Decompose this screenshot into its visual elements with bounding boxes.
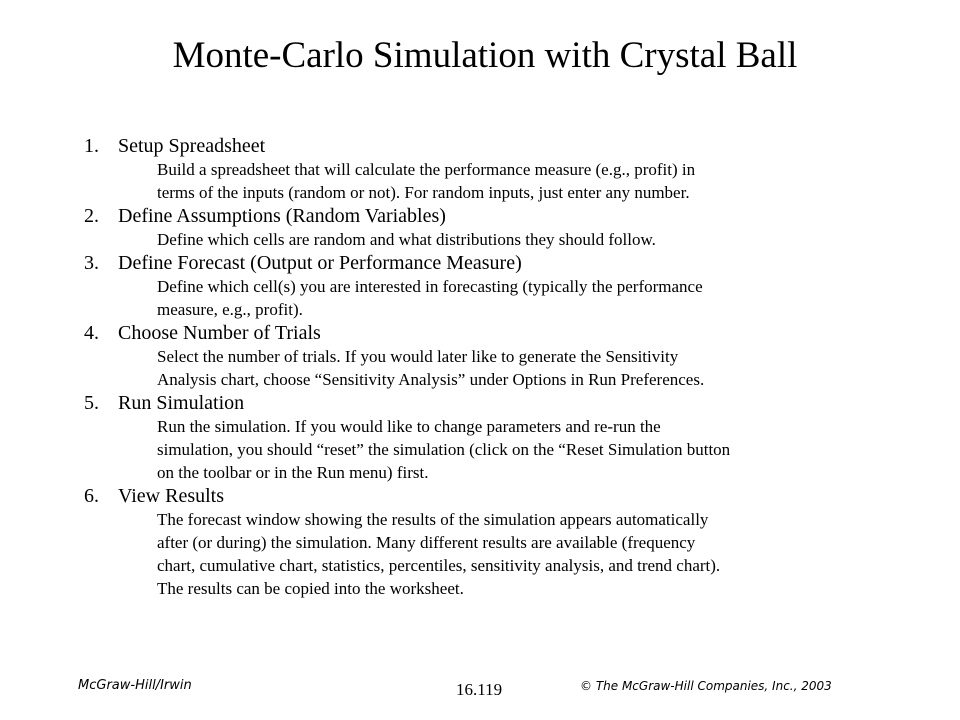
slide-title: Monte-Carlo Simulation with Crystal Ball <box>172 35 798 76</box>
step-heading <box>84 484 904 508</box>
step-item <box>84 204 904 251</box>
step-title: Choose Number of Trials <box>118 322 321 344</box>
step-item <box>84 134 904 204</box>
step-title: View Results <box>118 485 225 507</box>
step-description-line: Analysis chart, choose “Sensitivity Analysis” under Options in Run Preferences. <box>157 370 705 389</box>
step-description-line: measure, e.g., profit). <box>157 300 303 319</box>
step-description-line: Define which cell(s) you are interested in forecasting (typically the performance <box>157 277 703 296</box>
step-description-line: chart, cumulative chart, statistics, percentiles, sensitivity analysis, and trend chart). <box>157 556 721 575</box>
step-heading <box>84 251 904 275</box>
steps-list <box>84 134 904 600</box>
step-description-line: terms of the inputs (random or not). For random inputs, just enter any number. <box>157 183 690 202</box>
step-description-line: Build a spreadsheet that will calculate the performance measure (e.g., profit) in <box>157 160 696 179</box>
step-description-line: The results can be copied into the worksheet. <box>157 579 464 598</box>
step-heading <box>84 204 904 228</box>
step-item <box>84 321 904 391</box>
step-description <box>157 345 904 391</box>
step-description-line: simulation, you should “reset” the simulation (click on the “Reset Simulation button <box>157 440 731 459</box>
step-description <box>157 275 904 321</box>
step-description-line: Define which cells are random and what distributions they should follow. <box>157 230 656 249</box>
step-item <box>84 391 904 484</box>
step-description-line: Select the number of trials. If you would later like to generate the Sensitivity <box>157 347 679 366</box>
step-heading <box>84 391 904 415</box>
step-description <box>157 228 904 251</box>
step-title: Setup Spreadsheet <box>118 135 266 157</box>
step-item <box>84 251 904 321</box>
footer-copyright: © The McGraw-Hill Companies, Inc., 2003 <box>580 679 832 693</box>
step-description <box>157 415 904 484</box>
step-title: Define Forecast (Output or Performance Measure) <box>118 252 522 274</box>
step-number: 3. <box>84 252 99 274</box>
step-description-line: The forecast window showing the results of the simulation appears automatically <box>157 510 709 529</box>
footer-slide-number: 16.119 <box>456 680 503 699</box>
step-description <box>157 158 904 204</box>
step-number: 2. <box>84 205 99 227</box>
step-description-line: on the toolbar or in the Run menu) first. <box>157 463 429 482</box>
step-title: Run Simulation <box>118 392 245 414</box>
step-description-line: Run the simulation. If you would like to change parameters and re-run the <box>157 417 661 436</box>
step-title: Define Assumptions (Random Variables) <box>118 205 446 227</box>
step-number: 4. <box>84 322 99 344</box>
step-description <box>157 508 904 600</box>
step-number: 5. <box>84 392 99 414</box>
step-heading <box>84 321 904 345</box>
step-number: 6. <box>84 485 99 507</box>
step-description-line: after (or during) the simulation. Many different results are available (frequency <box>157 533 696 552</box>
footer-publisher: McGraw-Hill/Irwin <box>78 678 192 693</box>
step-number: 1. <box>84 135 99 157</box>
step-heading <box>84 134 904 158</box>
step-item <box>84 484 904 600</box>
